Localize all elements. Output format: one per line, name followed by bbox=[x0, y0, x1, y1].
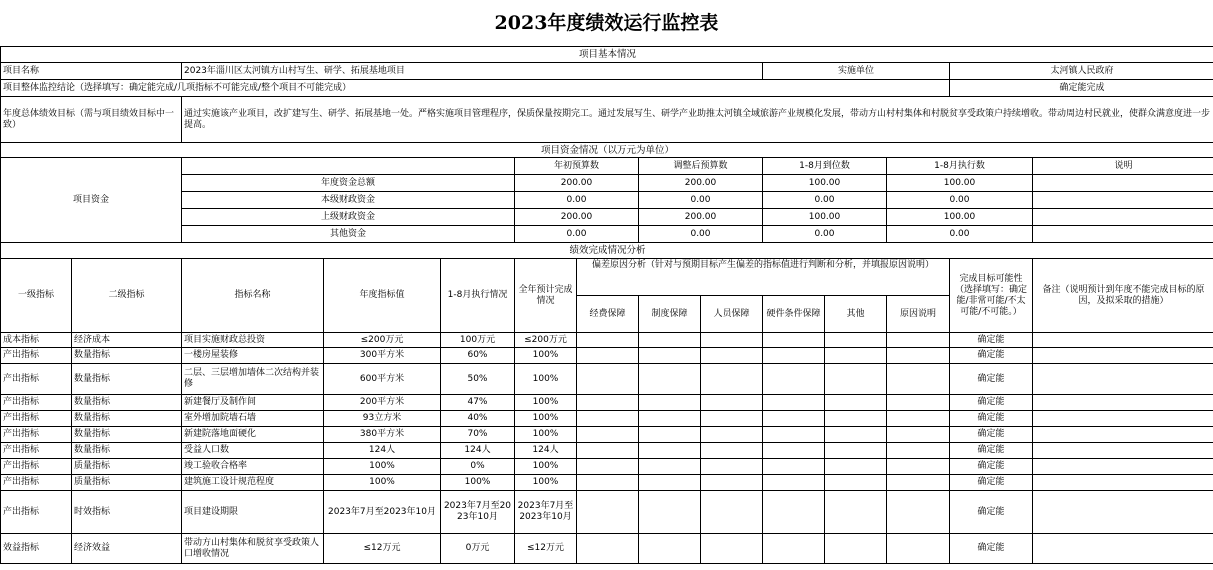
indicator-name: 新建院落地面硬化 bbox=[182, 427, 324, 443]
goal-row bbox=[1, 97, 1213, 143]
funds-row-name: 上级财政资金 bbox=[182, 209, 515, 226]
remark-cell bbox=[1033, 475, 1213, 491]
header-fund-guarantee: 经费保障 bbox=[577, 296, 639, 333]
remark-cell bbox=[1033, 459, 1213, 475]
indicator-level1: 产出指标 bbox=[1, 459, 72, 475]
funds-header-blank bbox=[182, 158, 515, 175]
deviation-cell bbox=[825, 411, 887, 427]
indicator-forecast-value: 100% bbox=[515, 427, 577, 443]
funds-row-arrived: 100.00 bbox=[763, 209, 887, 226]
funds-header-executed: 1-8月执行数 bbox=[887, 158, 1033, 175]
completion-possibility: 确定能 bbox=[950, 364, 1033, 395]
deviation-cell bbox=[887, 534, 950, 564]
deviation-cell bbox=[701, 427, 763, 443]
funds-header-row bbox=[1, 158, 1213, 175]
indicator-exec-value: 0% bbox=[441, 459, 515, 475]
deviation-cell bbox=[825, 475, 887, 491]
deviation-cell bbox=[701, 534, 763, 564]
deviation-cell bbox=[763, 459, 825, 475]
completion-possibility: 确定能 bbox=[950, 411, 1033, 427]
funds-header-adjusted: 调整后预算数 bbox=[639, 158, 763, 175]
conclusion-row bbox=[1, 80, 1213, 97]
indicator-level1: 成本指标 bbox=[1, 333, 72, 348]
indicator-forecast-value: 100% bbox=[515, 459, 577, 475]
completion-possibility: 确定能 bbox=[950, 491, 1033, 534]
project-name-row bbox=[1, 63, 1213, 80]
funds-row-executed: 0.00 bbox=[887, 192, 1033, 209]
funds-row-note bbox=[1033, 175, 1213, 192]
funds-header-note: 说明 bbox=[1033, 158, 1213, 175]
indicator-exec-value: 50% bbox=[441, 364, 515, 395]
funds-row-note bbox=[1033, 209, 1213, 226]
header-reason: 原因说明 bbox=[887, 296, 950, 333]
table-row bbox=[1, 364, 1213, 395]
deviation-cell bbox=[639, 348, 701, 364]
funds-row bbox=[1, 192, 1213, 209]
indicator-forecast-value: 100% bbox=[515, 475, 577, 491]
funds-row-adjusted: 200.00 bbox=[639, 209, 763, 226]
project-name-label: 项目名称 bbox=[1, 63, 182, 80]
indicator-exec-value: 40% bbox=[441, 411, 515, 427]
deviation-cell bbox=[887, 333, 950, 348]
indicator-annual-value: 380平方米 bbox=[324, 427, 441, 443]
indicator-level1: 产出指标 bbox=[1, 427, 72, 443]
completion-possibility: 确定能 bbox=[950, 348, 1033, 364]
funds-row-initial: 200.00 bbox=[515, 175, 639, 192]
remark-cell bbox=[1033, 411, 1213, 427]
header-indicator-name: 指标名称 bbox=[182, 259, 324, 333]
header-level1: 一级指标 bbox=[1, 259, 72, 333]
implementing-unit-label: 实施单位 bbox=[763, 63, 950, 80]
funds-row bbox=[1, 226, 1213, 243]
deviation-cell bbox=[825, 395, 887, 411]
deviation-cell bbox=[639, 364, 701, 395]
funds-row bbox=[1, 209, 1213, 226]
header-system-guarantee: 制度保障 bbox=[639, 296, 701, 333]
conclusion-label: 项目整体监控结论（选择填写：确定能完成/几项指标不可能完成/整个项目不可能完成） bbox=[1, 80, 950, 97]
deviation-cell bbox=[887, 475, 950, 491]
indicator-annual-value: 200平方米 bbox=[324, 395, 441, 411]
deviation-cell bbox=[825, 534, 887, 564]
funds-header-initial: 年初预算数 bbox=[515, 158, 639, 175]
indicator-exec-value: 100% bbox=[441, 475, 515, 491]
indicator-level2: 数量指标 bbox=[72, 364, 182, 395]
deviation-cell bbox=[763, 491, 825, 534]
deviation-cell bbox=[825, 443, 887, 459]
funds-row-note bbox=[1033, 192, 1213, 209]
funds-row-executed: 100.00 bbox=[887, 209, 1033, 226]
indicator-exec-value: 100万元 bbox=[441, 333, 515, 348]
completion-possibility: 确定能 bbox=[950, 459, 1033, 475]
header-remark: 备注（说明预计到年度不能完成目标的原因，及拟采取的措施） bbox=[1033, 259, 1213, 333]
indicator-annual-value: 600平方米 bbox=[324, 364, 441, 395]
deviation-cell bbox=[577, 443, 639, 459]
deviation-cell bbox=[577, 534, 639, 564]
deviation-cell bbox=[701, 459, 763, 475]
page-title: 2023年度绩效运行监控表 bbox=[494, 12, 719, 34]
deviation-cell bbox=[577, 459, 639, 475]
indicator-forecast-value: 2023年7月至2023年10月 bbox=[515, 491, 577, 534]
indicator-forecast-value: 124人 bbox=[515, 443, 577, 459]
deviation-cell bbox=[639, 475, 701, 491]
deviation-cell bbox=[639, 411, 701, 427]
deviation-cell bbox=[825, 427, 887, 443]
perf-rows bbox=[1, 333, 1213, 564]
deviation-cell bbox=[763, 411, 825, 427]
table-row bbox=[1, 395, 1213, 411]
indicator-name: 项目建设期限 bbox=[182, 491, 324, 534]
header-annual-value: 年度指标值 bbox=[324, 259, 441, 333]
deviation-cell bbox=[887, 395, 950, 411]
funds-section-title: 项目资金情况（以万元为单位） bbox=[1, 143, 1213, 158]
indicator-annual-value: 124人 bbox=[324, 443, 441, 459]
perf-section-title: 绩效完成情况分析 bbox=[1, 243, 1213, 259]
indicator-level1: 产出指标 bbox=[1, 443, 72, 459]
remark-cell bbox=[1033, 534, 1213, 564]
indicator-level1: 产出指标 bbox=[1, 364, 72, 395]
indicator-exec-value: 124人 bbox=[441, 443, 515, 459]
indicator-level1: 产出指标 bbox=[1, 475, 72, 491]
goal-label: 年度总体绩效目标（需与项目绩效目标中一致） bbox=[1, 97, 182, 143]
indicator-annual-value: ≤200万元 bbox=[324, 333, 441, 348]
indicator-name: 带动方山村集体和脱贫享受政策人口增收情况 bbox=[182, 534, 324, 564]
indicator-exec-value: 60% bbox=[441, 348, 515, 364]
indicator-level2: 经济效益 bbox=[72, 534, 182, 564]
basic-section-row bbox=[1, 47, 1213, 63]
indicator-level1: 产出指标 bbox=[1, 348, 72, 364]
deviation-cell bbox=[639, 395, 701, 411]
deviation-cell bbox=[825, 459, 887, 475]
indicator-annual-value: 2023年7月至2023年10月 bbox=[324, 491, 441, 534]
indicator-level2: 时效指标 bbox=[72, 491, 182, 534]
remark-cell bbox=[1033, 395, 1213, 411]
table-row bbox=[1, 411, 1213, 427]
funds-section-row bbox=[1, 143, 1213, 158]
deviation-cell bbox=[577, 395, 639, 411]
deviation-cell bbox=[887, 348, 950, 364]
deviation-cell bbox=[639, 443, 701, 459]
deviation-cell bbox=[701, 395, 763, 411]
remark-cell bbox=[1033, 491, 1213, 534]
header-other: 其他 bbox=[825, 296, 887, 333]
indicator-level1: 产出指标 bbox=[1, 491, 72, 534]
funds-row bbox=[1, 175, 1213, 192]
funds-row-note bbox=[1033, 226, 1213, 243]
indicator-forecast-value: 100% bbox=[515, 411, 577, 427]
funds-row-executed: 0.00 bbox=[887, 226, 1033, 243]
indicator-exec-value: 0万元 bbox=[441, 534, 515, 564]
deviation-cell bbox=[763, 475, 825, 491]
deviation-cell bbox=[639, 534, 701, 564]
deviation-cell bbox=[577, 427, 639, 443]
conclusion-value: 确定能完成 bbox=[950, 80, 1213, 97]
remark-cell bbox=[1033, 348, 1213, 364]
funds-row-arrived: 100.00 bbox=[763, 175, 887, 192]
table-row bbox=[1, 491, 1213, 534]
indicator-annual-value: 100% bbox=[324, 475, 441, 491]
table-row bbox=[1, 459, 1213, 475]
basic-section-title: 项目基本情况 bbox=[1, 47, 1213, 63]
deviation-cell bbox=[701, 364, 763, 395]
indicator-annual-value: 300平方米 bbox=[324, 348, 441, 364]
indicator-level2: 数量指标 bbox=[72, 348, 182, 364]
indicator-level2: 数量指标 bbox=[72, 395, 182, 411]
deviation-cell bbox=[763, 443, 825, 459]
header-hardware-guarantee: 硬件条件保障 bbox=[763, 296, 825, 333]
funds-row-adjusted: 0.00 bbox=[639, 192, 763, 209]
table-row bbox=[1, 443, 1213, 459]
indicator-name: 项目实施财政总投资 bbox=[182, 333, 324, 348]
deviation-cell bbox=[825, 348, 887, 364]
deviation-cell bbox=[577, 348, 639, 364]
remark-cell bbox=[1033, 443, 1213, 459]
deviation-cell bbox=[701, 411, 763, 427]
header-possibility: 完成目标可能性（选择填写：确定能/非常可能/不太可能/不可能。） bbox=[950, 259, 1033, 333]
indicator-level1: 效益指标 bbox=[1, 534, 72, 564]
deviation-cell bbox=[577, 411, 639, 427]
header-exec: 1-8月执行情况 bbox=[441, 259, 515, 333]
indicator-level2: 数量指标 bbox=[72, 427, 182, 443]
table-row bbox=[1, 333, 1213, 348]
deviation-cell bbox=[701, 348, 763, 364]
indicator-forecast-value: 100% bbox=[515, 348, 577, 364]
indicator-name: 建筑施工设计规范程度 bbox=[182, 475, 324, 491]
deviation-cell bbox=[763, 364, 825, 395]
deviation-cell bbox=[701, 443, 763, 459]
funds-row-adjusted: 200.00 bbox=[639, 175, 763, 192]
deviation-cell bbox=[577, 333, 639, 348]
implementing-unit-value: 太河镇人民政府 bbox=[950, 63, 1213, 80]
indicator-level2: 质量指标 bbox=[72, 459, 182, 475]
indicator-name: 一楼房屋装修 bbox=[182, 348, 324, 364]
indicator-forecast-value: ≤12万元 bbox=[515, 534, 577, 564]
table-row bbox=[1, 475, 1213, 491]
deviation-cell bbox=[577, 364, 639, 395]
goal-value: 通过实施该产业项目，改扩建写生、研学、拓展基地一处。严格实施项目管理程序，保质保量按期完工。通过发展写生、研学产业助推太河镇全域旅游产业规模化发展，带动方山村村集体和村脱贫享受政策户持续增收。带动周边村民就业，使群众满意度进一步提高。 bbox=[182, 97, 1213, 143]
remark-cell bbox=[1033, 364, 1213, 395]
deviation-cell bbox=[887, 443, 950, 459]
deviation-cell bbox=[639, 459, 701, 475]
funds-row-name: 其他资金 bbox=[182, 226, 515, 243]
deviation-cell bbox=[639, 491, 701, 534]
deviation-cell bbox=[887, 491, 950, 534]
funds-row-initial: 0.00 bbox=[515, 192, 639, 209]
funds-row-name: 年度资金总额 bbox=[182, 175, 515, 192]
deviation-cell bbox=[887, 427, 950, 443]
table-row bbox=[1, 534, 1213, 564]
indicator-exec-value: 2023年7月至2023年10月 bbox=[441, 491, 515, 534]
indicator-name: 竣工验收合格率 bbox=[182, 459, 324, 475]
funds-row-initial: 0.00 bbox=[515, 226, 639, 243]
indicator-name: 受益人口数 bbox=[182, 443, 324, 459]
remark-cell bbox=[1033, 333, 1213, 348]
indicator-level2: 数量指标 bbox=[72, 443, 182, 459]
monitor-table bbox=[0, 46, 1213, 564]
funds-row-name: 本级财政资金 bbox=[182, 192, 515, 209]
deviation-cell bbox=[701, 475, 763, 491]
deviation-cell bbox=[577, 475, 639, 491]
completion-possibility: 确定能 bbox=[950, 534, 1033, 564]
indicator-name: 室外增加院墙石墙 bbox=[182, 411, 324, 427]
deviation-cell bbox=[763, 427, 825, 443]
project-name-value: 2023年淄川区太河镇方山村写生、研学、拓展基地项目 bbox=[182, 63, 763, 80]
remark-cell bbox=[1033, 427, 1213, 443]
deviation-cell bbox=[887, 364, 950, 395]
deviation-cell bbox=[701, 491, 763, 534]
indicator-annual-value: ≤12万元 bbox=[324, 534, 441, 564]
indicator-name: 新建餐厅及制作间 bbox=[182, 395, 324, 411]
funds-row-arrived: 0.00 bbox=[763, 192, 887, 209]
funds-row-arrived: 0.00 bbox=[763, 226, 887, 243]
indicator-forecast-value: ≤200万元 bbox=[515, 333, 577, 348]
indicator-level2: 数量指标 bbox=[72, 411, 182, 427]
indicator-exec-value: 70% bbox=[441, 427, 515, 443]
funds-row-executed: 100.00 bbox=[887, 175, 1033, 192]
funds-row-initial: 200.00 bbox=[515, 209, 639, 226]
completion-possibility: 确定能 bbox=[950, 333, 1033, 348]
indicator-forecast-value: 100% bbox=[515, 395, 577, 411]
indicator-level2: 经济成本 bbox=[72, 333, 182, 348]
header-deviation: 偏差原因分析（针对与预期目标产生偏差的指标值进行判断和分析，并填报原因说明） bbox=[577, 259, 950, 296]
deviation-cell bbox=[577, 491, 639, 534]
perf-section-row bbox=[1, 243, 1213, 259]
funds-label: 项目资金 bbox=[1, 158, 182, 243]
deviation-cell bbox=[887, 459, 950, 475]
funds-row-adjusted: 0.00 bbox=[639, 226, 763, 243]
indicator-level2: 质量指标 bbox=[72, 475, 182, 491]
completion-possibility: 确定能 bbox=[950, 395, 1033, 411]
indicator-level1: 产出指标 bbox=[1, 411, 72, 427]
deviation-cell bbox=[825, 491, 887, 534]
indicator-annual-value: 100% bbox=[324, 459, 441, 475]
completion-possibility: 确定能 bbox=[950, 443, 1033, 459]
header-staff-guarantee: 人员保障 bbox=[701, 296, 763, 333]
indicator-name: 二层、三层增加墙体二次结构并装修 bbox=[182, 364, 324, 395]
table-row bbox=[1, 348, 1213, 364]
completion-possibility: 确定能 bbox=[950, 475, 1033, 491]
deviation-cell bbox=[701, 333, 763, 348]
table-row bbox=[1, 427, 1213, 443]
deviation-cell bbox=[763, 348, 825, 364]
deviation-cell bbox=[639, 427, 701, 443]
deviation-cell bbox=[763, 395, 825, 411]
deviation-cell bbox=[825, 364, 887, 395]
deviation-cell bbox=[825, 333, 887, 348]
deviation-cell bbox=[639, 333, 701, 348]
perf-header-row bbox=[1, 259, 1213, 296]
indicator-exec-value: 47% bbox=[441, 395, 515, 411]
header-level2: 二级指标 bbox=[72, 259, 182, 333]
deviation-cell bbox=[763, 333, 825, 348]
indicator-level1: 产出指标 bbox=[1, 395, 72, 411]
deviation-cell bbox=[887, 411, 950, 427]
deviation-cell bbox=[763, 534, 825, 564]
funds-header-arrived: 1-8月到位数 bbox=[763, 158, 887, 175]
indicator-annual-value: 93立方米 bbox=[324, 411, 441, 427]
header-forecast: 全年预计完成情况 bbox=[515, 259, 577, 333]
completion-possibility: 确定能 bbox=[950, 427, 1033, 443]
indicator-forecast-value: 100% bbox=[515, 364, 577, 395]
